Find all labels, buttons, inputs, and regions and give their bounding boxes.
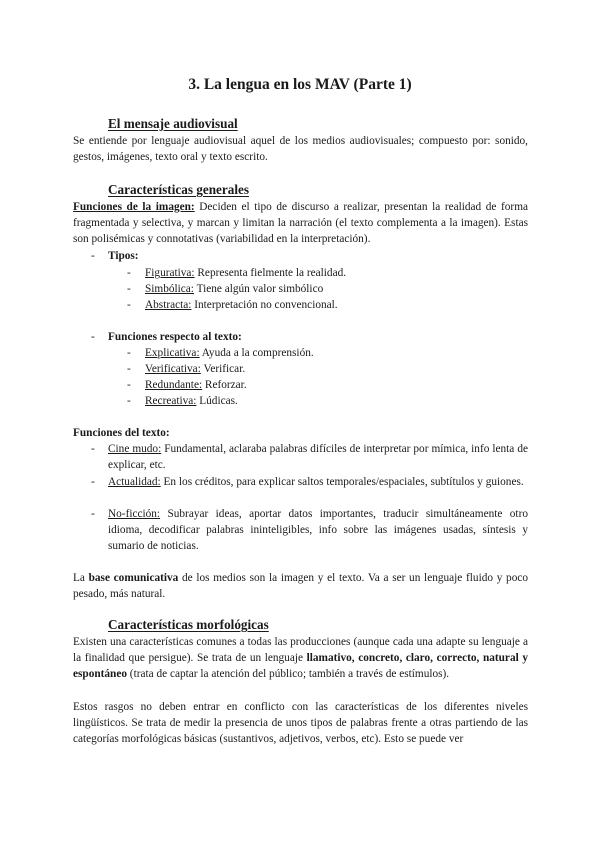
bullet-dash: - xyxy=(127,299,131,311)
list-item-actualidad: Actualidad: En los créditos, para explicar saltos temporales/espaciales, subtítulos y guiones. xyxy=(108,476,524,488)
bullet-dash: - xyxy=(91,476,95,488)
heading-caracteristicas-morfologicas: Características morfológicas xyxy=(108,617,269,632)
bullet-dash: - xyxy=(91,331,95,343)
paragraph-caracteristicas-comunes: Existen una características comunes a todas las producciones (aunque cada una adapte su lenguaje a la finalidad que persigue). Se trata de un lenguaje llamativo, concreto, claro, correcto, natural y espontáneo (trata de captar la atención del público; también a través de estímulos). xyxy=(73,636,528,680)
heading-mensaje-audiovisual: El mensaje audiovisual xyxy=(108,116,238,131)
tipos-label: Tipos: xyxy=(108,250,139,262)
bullet-dash: - xyxy=(127,379,131,391)
bullet-dash: - xyxy=(127,347,131,359)
list-item-explicativa: Explicativa: Ayuda a la comprensión. xyxy=(145,347,314,359)
paragraph-mensaje-audiovisual: Se entiende por lenguaje audiovisual aquel de los medios audiovisuales; compuesto por: sonido, gestos, imágenes, texto oral y texto escrito. xyxy=(73,135,528,163)
list-item-recreativa: Recreativa: Lúdicas. xyxy=(145,395,238,407)
funciones-respecto-texto-label: Funciones respecto al texto: xyxy=(108,331,242,343)
bullet-dash: - xyxy=(91,508,95,520)
bullet-dash: - xyxy=(127,283,131,295)
list-item-simbolica: Simbólica: Tiene algún valor simbólico xyxy=(145,283,324,295)
funciones-imagen-text: Deciden el tipo de discurso a realizar, presentan la realidad de forma fragmentada y selectiva, y marcan y limitan la narración (el texto complementa a la imagen). Estas son polisémicas y connotativas (variabilidad en la interpretación). xyxy=(73,201,528,245)
funciones-texto-label: Funciones del texto: xyxy=(73,427,170,439)
heading-caracteristicas-generales: Características generales xyxy=(108,182,249,197)
paragraph-niveles-linguisticos: Estos rasgos no deben entrar en conflicto con las características de los diferentes niveles lingüísticos. Se trata de medir la presencia de unos tipos de palabras frente a otras partiendo de las categorías morfológicas básicas (sustantivos, adjetivos, verbos, etc). Esto se puede ver xyxy=(73,701,528,745)
paragraph-base-comunicativa: La base comunicativa de los medios son la imagen y el texto. Va a ser un lenguaje fluido y poco pesado, más natural. xyxy=(73,572,529,600)
bullet-dash: - xyxy=(91,443,95,455)
page-title: 3. La lengua en los MAV (Parte 1) xyxy=(188,76,412,93)
list-item-redundante: Redundante: Reforzar. xyxy=(145,379,247,391)
funciones-imagen-label: Funciones de la imagen: xyxy=(73,201,195,213)
bullet-dash: - xyxy=(91,250,95,262)
list-item-abstracta: Abstracta: Interpretación no convencional. xyxy=(145,299,338,311)
list-item-no-ficcion: No-ficción: Subrayar ideas, aportar datos importantes, traducir simultáneamente otro idioma, decodificar palabras ininteligibles, info sobre las imágenes usadas, síntesis y sumario de noticias. xyxy=(108,508,528,552)
list-item-figurativa: Figurativa: Representa fielmente la realidad. xyxy=(145,267,347,279)
paragraph-funciones-imagen xyxy=(73,199,528,247)
list-item-cine-mudo: Cine mudo: Fundamental, aclaraba palabras difíciles de interpretar por mímica, info lenta de explicar, etc. xyxy=(108,443,528,471)
bullet-dash: - xyxy=(127,395,131,407)
list-item-verificativa: Verificativa: Verificar. xyxy=(145,363,246,375)
bullet-dash: - xyxy=(127,267,131,279)
bullet-dash: - xyxy=(127,363,131,375)
